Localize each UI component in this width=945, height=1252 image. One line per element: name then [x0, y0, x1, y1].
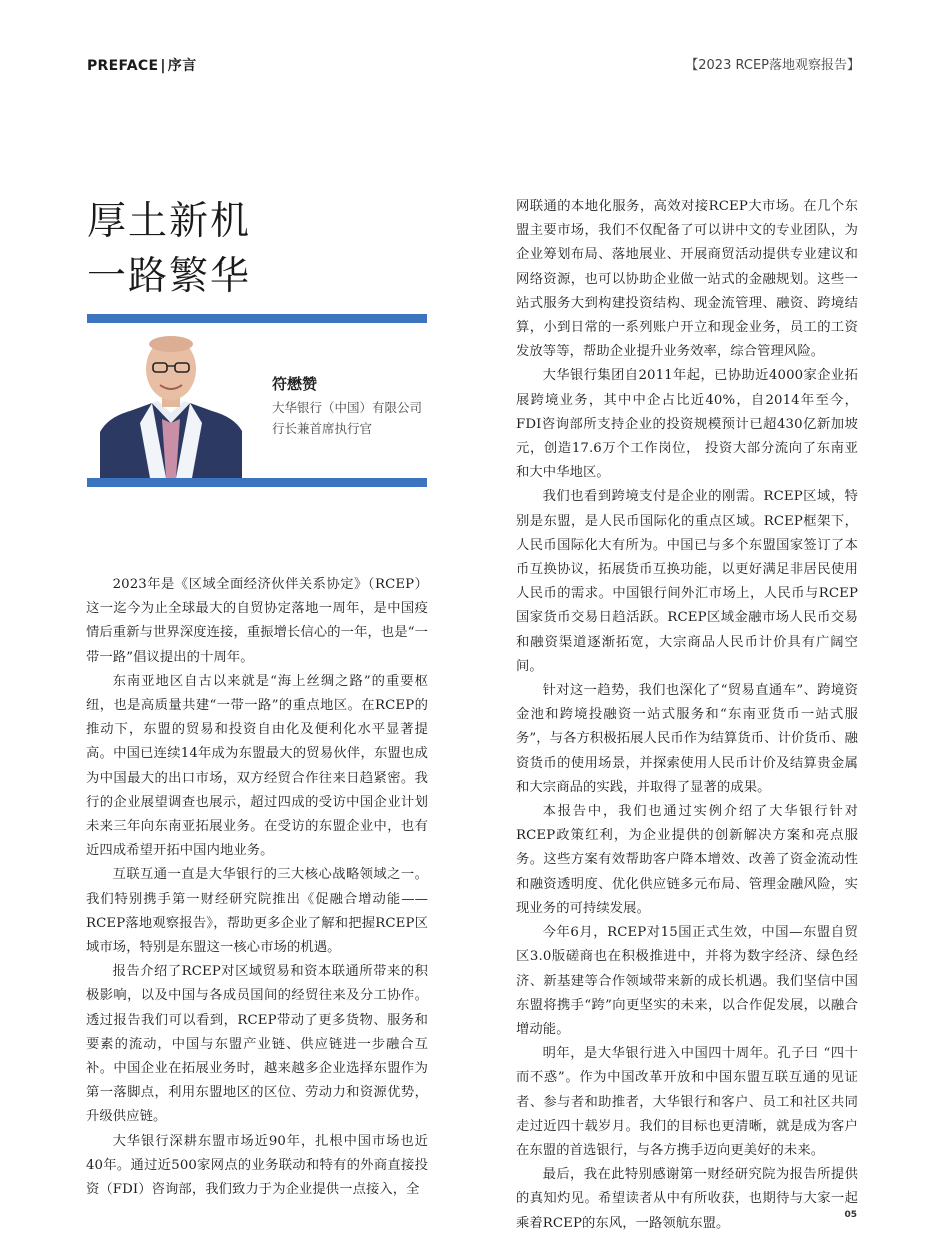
paragraph: 大华银行集团自2011年起，已协助近4000家企业拓展跨境业务，其中中企占比近40%，自2014年至今，FDI咨询部所支持企业的投资规模预计已超430亿新加坡元，创造17.6万个工作岗位， 投资大部分流向了东南亚和大中华地区。	[516, 368, 858, 481]
paragraph: 报告介绍了RCEP对区域贸易和资本联通所带来的积极影响，以及中国与各成员国间的经贸往来及分工协作。透过报告我们可以看到，RCEP带动了更多货物、服务和要素的流动，中国与东盟产业链、供应链进一步融合互补。中国企业在拓展业务时，越来越多企业选择东盟作为第一落脚点，利用东盟地区的区位、劳动力和资源优势，升级供应链。	[86, 964, 428, 1125]
section-label-cn: 序言	[167, 58, 197, 74]
report-title: 【2023 RCEP落地观察报告】	[685, 58, 860, 73]
paragraph: 最后，我在此特别感谢第一财经研究院为报告所提供的真知灼见。希望读者从中有所收获，也期待与大家一起乘着RCEP的东风，一路领航东盟。	[516, 1167, 858, 1231]
section-header	[87, 55, 196, 75]
paragraph: 今年6月，RCEP对15国正式生效，中国—东盟自贸区3.0版磋商也在积极推进中，并将为数字经济、绿色经济、新基建等合作领域带来新的成长机遇。我们坚信中国东盟将携手“跨”向更坚实的未来，以合作促发展，以融合增动能。	[516, 925, 858, 1037]
paragraph-continued: 网联通的本地化服务，高效对接RCEP大市场。在几个东盟主要市场，我们不仅配备了可以讲中文的专业团队，为企业筹划布局、落地展业、开展商贸活动提供专业建议和网络资源，也可以协助企业做一站式的金融规划。这些一站式服务大到构建投资结构、现金流管理、融资、跨境结算，小到日常的一系列账户开立和现金业务，员工的工资发放等等，帮助企业提升业务效率，综合管理风险。	[516, 199, 858, 360]
author-role: 行长兼首席执行官	[272, 421, 373, 436]
body-column-left	[86, 573, 428, 1202]
page-number: 05	[844, 1210, 857, 1220]
section-separator: |	[160, 58, 166, 74]
article-title	[87, 194, 251, 304]
paragraph: 互联互通一直是大华银行的三大核心战略领域之一。我们特别携手第一财经研究院推出《促融合增动能——RCEP落地观察报告》，帮助更多企业了解和把握RCEP区域市场，特别是东盟这一核心市场的机遇。	[86, 867, 428, 956]
body-column-right	[516, 195, 858, 1236]
paragraph: 明年，是大华银行进入中国四十周年。孔子曰 “四十而不惑”。作为中国改革开放和中国东盟互联互通的见证者、参与者和助推者，大华银行和客户、员工和社区共同走过近四十载岁月。我们的目标也更清晰，就是成为客户在东盟的首选银行，与各方携手迈向更美好的未来。	[516, 1046, 858, 1158]
author-portrait	[100, 327, 242, 478]
paragraph: 大华银行深耕东盟市场近90年，扎根中国市场也近40年。通过近500家网点的业务联动和特有的外商直接投资（FDI）咨询部，我们致力于为企业提供一点接入，全	[86, 1133, 428, 1198]
paragraph: 针对这一趋势，我们也深化了“贸易直通车”、跨境资金池和跨境投融资一站式服务和“东南亚货币一站式服务”，与各方积极拓展人民币作为结算货币、计价货币、融资货币的使用场景，并探索使用人民币计价及结算贵金属和大宗商品的实践，并取得了显著的成果。	[516, 683, 858, 795]
author-name: 符懋赞	[272, 375, 318, 393]
paragraph: 我们也看到跨境支付是企业的刚需。RCEP区域，特别是东盟，是人民币国际化的重点区域。RCEP框架下，人民币国际化大有所为。中国已与多个东盟国家签订了本币互换协议，拓展货币互换功能，以更好满足非居民使用人民币的需求。中国银行间外汇市场上，人民币与RCEP国家货币交易日趋活跃。RCEP区域金融市场人民币交易和融资渠道逐渐拓宽，大宗商品人民币计价具有广阔空间。	[516, 489, 858, 674]
portrait-illustration	[100, 327, 242, 478]
paragraph: 本报告中，我们也通过实例介绍了大华银行针对RCEP政策红利，为企业提供的创新解决方案和亮点服务。这些方案有效帮助客户降本增效、改善了资金流动性和融资透明度、优化供应链多元布局、管理金融风险，实现业务的可持续发展。	[516, 804, 858, 916]
accent-bar-bottom	[87, 478, 427, 487]
title-line-1: 厚土新机	[87, 199, 252, 244]
section-label-en: PREFACE	[87, 58, 159, 74]
author-organization: 大华银行（中国）有限公司	[272, 400, 423, 415]
paragraph: 东南亚地区自古以来就是“海上丝绸之路”的重要枢纽，也是高质量共建“一带一路”的重点地区。在RCEP的推动下，东盟的贸易和投资自由化及便利化水平显著提高。中国已连续14年成为东盟最大的贸易伙伴，东盟也成为中国最大的出口市场，双方经贸合作往来日趋紧密。我行的企业展望调查也展示，超过四成的受访中国企业计划未来三年向东南亚拓展业务。在受访的东盟企业中，也有近四成希望开拓中国内地业务。	[86, 673, 428, 859]
title-line-2: 一路繁华	[87, 254, 252, 299]
paragraph: 2023年是《区域全面经济伙伴关系协定》（RCEP）这一迄今为止全球最大的自贸协定落地一周年，是中国疫情后重新与世界深度连接，重振增长信心的一年，也是“一带一路”倡议提出的十周年。	[86, 577, 428, 665]
accent-bar-top	[87, 314, 427, 323]
